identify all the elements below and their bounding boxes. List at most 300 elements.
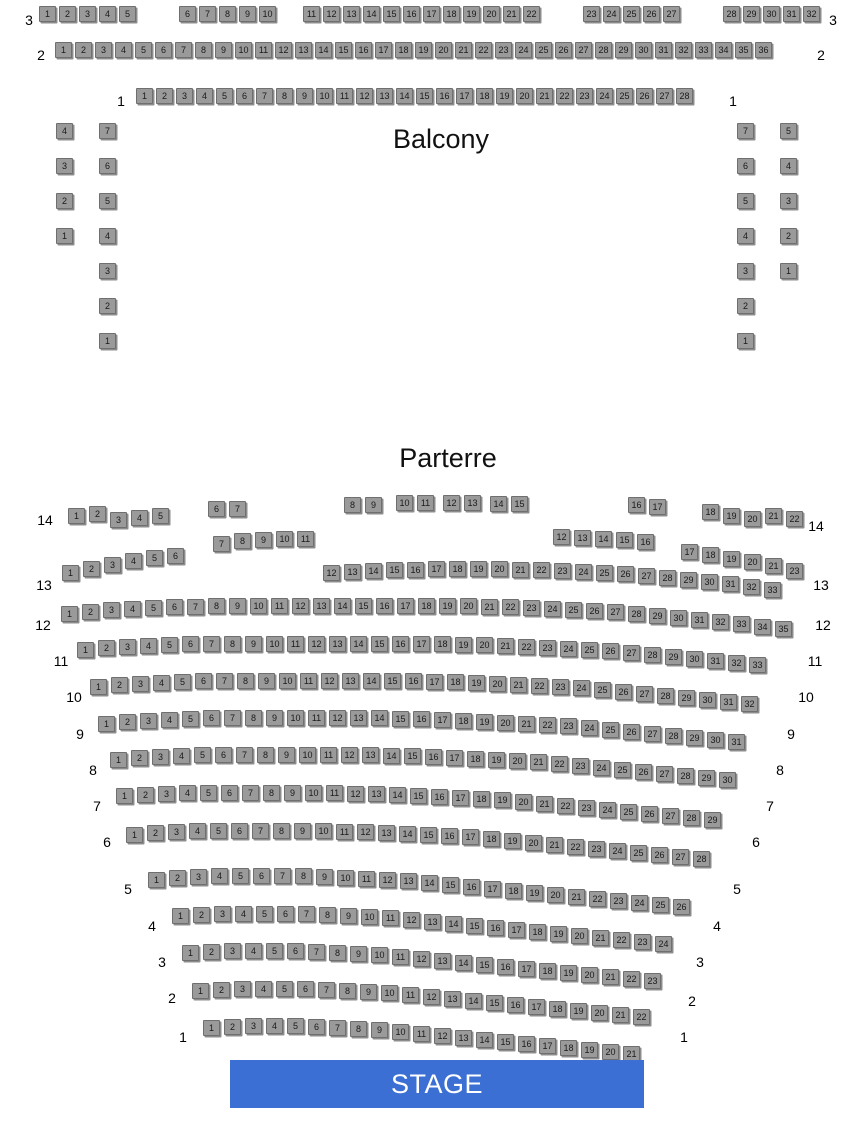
seat[interactable]: 9 bbox=[266, 710, 283, 726]
seat[interactable]: 4 bbox=[140, 638, 157, 654]
seat[interactable]: 14 bbox=[421, 875, 438, 891]
seat[interactable]: 14 bbox=[399, 826, 416, 842]
seat[interactable]: 5 bbox=[99, 193, 116, 209]
seat[interactable]: 29 bbox=[615, 42, 632, 58]
seat[interactable]: 14 bbox=[363, 6, 380, 22]
seat[interactable]: 19 bbox=[455, 637, 472, 653]
seat[interactable]: 11 bbox=[271, 598, 288, 614]
seat[interactable]: 14 bbox=[371, 710, 388, 726]
seat[interactable]: 30 bbox=[719, 772, 736, 788]
seat[interactable]: 13 bbox=[343, 6, 360, 22]
seat[interactable]: 21 bbox=[602, 969, 619, 985]
seat[interactable]: 11 bbox=[287, 636, 304, 652]
seat[interactable]: 20 bbox=[525, 835, 542, 851]
seat[interactable]: 12 bbox=[292, 598, 309, 614]
seat[interactable]: 5 bbox=[266, 943, 283, 959]
seat[interactable]: 5 bbox=[145, 600, 162, 616]
seat[interactable]: 2 bbox=[156, 88, 173, 104]
seat[interactable]: 22 bbox=[531, 678, 548, 694]
seat[interactable]: 6 bbox=[221, 785, 238, 801]
seat[interactable]: 2 bbox=[780, 228, 797, 244]
seat[interactable]: 13 bbox=[342, 673, 359, 689]
seat[interactable]: 11 bbox=[336, 88, 353, 104]
seat[interactable]: 27 bbox=[636, 686, 653, 702]
seat[interactable]: 7 bbox=[308, 944, 325, 960]
seat[interactable]: 31 bbox=[707, 653, 724, 669]
seat[interactable]: 33 bbox=[764, 582, 781, 598]
seat[interactable]: 31 bbox=[783, 6, 800, 22]
seat[interactable]: 4 bbox=[125, 553, 142, 569]
seat[interactable]: 12 bbox=[275, 42, 292, 58]
seat[interactable]: 36 bbox=[755, 42, 772, 58]
seat[interactable]: 5 bbox=[210, 823, 227, 839]
seat[interactable]: 5 bbox=[194, 747, 211, 763]
seat[interactable]: 25 bbox=[596, 565, 613, 581]
seat[interactable]: 1 bbox=[136, 88, 153, 104]
seat[interactable]: 9 bbox=[371, 1022, 388, 1038]
seat[interactable]: 6 bbox=[99, 158, 116, 174]
seat[interactable]: 9 bbox=[229, 598, 246, 614]
seat[interactable]: 33 bbox=[695, 42, 712, 58]
seat[interactable]: 22 bbox=[589, 891, 606, 907]
seat[interactable]: 10 bbox=[392, 1024, 409, 1040]
seat[interactable]: 15 bbox=[420, 827, 437, 843]
seat[interactable]: 4 bbox=[153, 675, 170, 691]
seat[interactable]: 18 bbox=[702, 547, 719, 563]
seat[interactable]: 33 bbox=[733, 616, 750, 632]
seat[interactable]: 20 bbox=[581, 967, 598, 983]
seat[interactable]: 22 bbox=[523, 6, 540, 22]
seat[interactable]: 6 bbox=[182, 636, 199, 652]
seat[interactable]: 5 bbox=[287, 1018, 304, 1034]
seat[interactable]: 7 bbox=[318, 982, 335, 998]
seat[interactable]: 28 bbox=[595, 42, 612, 58]
seat[interactable]: 2 bbox=[89, 506, 106, 522]
seat[interactable]: 19 bbox=[723, 508, 740, 524]
seat[interactable]: 7 bbox=[236, 747, 253, 763]
seat[interactable]: 3 bbox=[79, 6, 96, 22]
seat[interactable]: 1 bbox=[116, 788, 133, 804]
seat[interactable]: 23 bbox=[572, 758, 589, 774]
seat[interactable]: 21 bbox=[568, 889, 585, 905]
seat[interactable]: 7 bbox=[329, 1020, 346, 1036]
seat[interactable]: 20 bbox=[476, 637, 493, 653]
seat[interactable]: 30 bbox=[670, 610, 687, 626]
seat[interactable]: 12 bbox=[356, 88, 373, 104]
seat[interactable]: 25 bbox=[630, 845, 647, 861]
seat[interactable]: 13 bbox=[295, 42, 312, 58]
seat[interactable]: 23 bbox=[610, 893, 627, 909]
seat[interactable]: 5 bbox=[135, 42, 152, 58]
seat[interactable]: 15 bbox=[355, 598, 372, 614]
seat[interactable]: 12 bbox=[379, 872, 396, 888]
seat[interactable]: 17 bbox=[428, 561, 445, 577]
seat[interactable]: 9 bbox=[245, 636, 262, 652]
seat[interactable]: 31 bbox=[728, 734, 745, 750]
seat[interactable]: 4 bbox=[99, 228, 116, 244]
seat[interactable]: 22 bbox=[613, 932, 630, 948]
seat[interactable]: 3 bbox=[245, 1018, 262, 1034]
seat[interactable]: 16 bbox=[628, 497, 645, 513]
seat[interactable]: 6 bbox=[155, 42, 172, 58]
seat[interactable]: 1 bbox=[737, 333, 754, 349]
seat[interactable]: 4 bbox=[245, 943, 262, 959]
seat[interactable]: 9 bbox=[258, 673, 275, 689]
seat[interactable]: 17 bbox=[518, 961, 535, 977]
seat[interactable]: 19 bbox=[488, 752, 505, 768]
seat[interactable]: 13 bbox=[455, 1030, 472, 1046]
seat[interactable]: 18 bbox=[455, 713, 472, 729]
seat[interactable]: 17 bbox=[413, 636, 430, 652]
seat[interactable]: 23 bbox=[554, 563, 571, 579]
seat[interactable]: 14 bbox=[490, 496, 507, 512]
seat[interactable]: 1 bbox=[55, 42, 72, 58]
seat[interactable]: 28 bbox=[659, 570, 676, 586]
seat[interactable]: 12 bbox=[357, 824, 374, 840]
seat[interactable]: 22 bbox=[502, 599, 519, 615]
seat[interactable]: 11 bbox=[336, 824, 353, 840]
seat[interactable]: 16 bbox=[403, 6, 420, 22]
seat[interactable]: 21 bbox=[623, 1046, 640, 1062]
seat[interactable]: 17 bbox=[484, 881, 501, 897]
seat[interactable]: 12 bbox=[308, 636, 325, 652]
seat[interactable]: 8 bbox=[350, 1021, 367, 1037]
seat[interactable]: 11 bbox=[308, 710, 325, 726]
seat[interactable]: 27 bbox=[656, 88, 673, 104]
seat[interactable]: 14 bbox=[455, 955, 472, 971]
seat[interactable]: 3 bbox=[780, 193, 797, 209]
seat[interactable]: 2 bbox=[131, 750, 148, 766]
seat[interactable]: 16 bbox=[431, 789, 448, 805]
seat[interactable]: 10 bbox=[235, 42, 252, 58]
seat[interactable]: 2 bbox=[213, 982, 230, 998]
seat[interactable]: 25 bbox=[616, 88, 633, 104]
seat[interactable]: 30 bbox=[763, 6, 780, 22]
seat[interactable]: 16 bbox=[463, 879, 480, 895]
seat[interactable]: 7 bbox=[213, 536, 230, 552]
seat[interactable]: 11 bbox=[303, 6, 320, 22]
seat[interactable]: 4 bbox=[124, 601, 141, 617]
seat[interactable]: 19 bbox=[581, 1042, 598, 1058]
seat[interactable]: 16 bbox=[441, 828, 458, 844]
seat[interactable]: 6 bbox=[253, 868, 270, 884]
seat[interactable]: 23 bbox=[539, 640, 556, 656]
seat[interactable]: 1 bbox=[39, 6, 56, 22]
seat[interactable]: 3 bbox=[104, 557, 121, 573]
seat[interactable]: 7 bbox=[256, 88, 273, 104]
seat[interactable]: 15 bbox=[466, 918, 483, 934]
seat[interactable]: 7 bbox=[199, 6, 216, 22]
seat[interactable]: 28 bbox=[665, 728, 682, 744]
seat[interactable]: 8 bbox=[295, 868, 312, 884]
seat[interactable]: 8 bbox=[339, 983, 356, 999]
seat[interactable]: 28 bbox=[676, 88, 693, 104]
seat[interactable]: 17 bbox=[397, 598, 414, 614]
seat[interactable]: 18 bbox=[505, 883, 522, 899]
seat[interactable]: 23 bbox=[552, 679, 569, 695]
seat[interactable]: 20 bbox=[460, 598, 477, 614]
seat[interactable]: 16 bbox=[355, 42, 372, 58]
seat[interactable]: 6 bbox=[737, 158, 754, 174]
seat[interactable]: 15 bbox=[616, 532, 633, 548]
seat[interactable]: 9 bbox=[340, 908, 357, 924]
seat[interactable]: 19 bbox=[470, 561, 487, 577]
seat[interactable]: 11 bbox=[358, 871, 375, 887]
seat[interactable]: 1 bbox=[203, 1020, 220, 1036]
seat[interactable]: 12 bbox=[347, 786, 364, 802]
seat[interactable]: 27 bbox=[644, 726, 661, 742]
seat[interactable]: 10 bbox=[371, 947, 388, 963]
seat[interactable]: 11 bbox=[300, 673, 317, 689]
seat[interactable]: 7 bbox=[175, 42, 192, 58]
seat[interactable]: 32 bbox=[741, 696, 758, 712]
seat[interactable]: 12 bbox=[323, 6, 340, 22]
seat[interactable]: 35 bbox=[775, 621, 792, 637]
seat[interactable]: 20 bbox=[571, 928, 588, 944]
seat[interactable]: 9 bbox=[350, 946, 367, 962]
seat[interactable]: 26 bbox=[643, 6, 660, 22]
seat[interactable]: 17 bbox=[434, 712, 451, 728]
seat[interactable]: 19 bbox=[463, 6, 480, 22]
seat[interactable]: 5 bbox=[146, 550, 163, 566]
seat[interactable]: 9 bbox=[284, 785, 301, 801]
seat[interactable]: 21 bbox=[536, 88, 553, 104]
seat[interactable]: 26 bbox=[617, 566, 634, 582]
seat[interactable]: 17 bbox=[462, 829, 479, 845]
seat[interactable]: 18 bbox=[449, 561, 466, 577]
seat[interactable]: 7 bbox=[216, 673, 233, 689]
seat[interactable]: 29 bbox=[686, 730, 703, 746]
seat[interactable]: 29 bbox=[649, 608, 666, 624]
seat[interactable]: 18 bbox=[702, 504, 719, 520]
seat[interactable]: 1 bbox=[56, 228, 73, 244]
seat[interactable]: 19 bbox=[496, 88, 513, 104]
seat[interactable]: 16 bbox=[425, 749, 442, 765]
seat[interactable]: 22 bbox=[475, 42, 492, 58]
seat[interactable]: 13 bbox=[464, 495, 481, 511]
seat[interactable]: 19 bbox=[494, 792, 511, 808]
seat[interactable]: 21 bbox=[592, 930, 609, 946]
seat[interactable]: 2 bbox=[98, 640, 115, 656]
seat[interactable]: 4 bbox=[173, 748, 190, 764]
seat[interactable]: 14 bbox=[383, 748, 400, 764]
seat[interactable]: 10 bbox=[337, 870, 354, 886]
seat[interactable]: 15 bbox=[371, 636, 388, 652]
seat[interactable]: 34 bbox=[715, 42, 732, 58]
seat[interactable]: 14 bbox=[363, 673, 380, 689]
seat[interactable]: 27 bbox=[663, 6, 680, 22]
seat[interactable]: 23 bbox=[523, 600, 540, 616]
seat[interactable]: 32 bbox=[803, 6, 820, 22]
seat[interactable]: 9 bbox=[278, 747, 295, 763]
seat[interactable]: 5 bbox=[256, 906, 273, 922]
seat[interactable]: 7 bbox=[229, 501, 246, 517]
seat[interactable]: 7 bbox=[187, 599, 204, 615]
seat[interactable]: 23 bbox=[786, 563, 803, 579]
seat[interactable]: 3 bbox=[99, 263, 116, 279]
seat[interactable]: 8 bbox=[344, 497, 361, 513]
seat[interactable]: 19 bbox=[723, 551, 740, 567]
seat[interactable]: 11 bbox=[413, 1026, 430, 1042]
seat[interactable]: 13 bbox=[344, 564, 361, 580]
seat[interactable]: 11 bbox=[255, 42, 272, 58]
seat[interactable]: 8 bbox=[237, 673, 254, 689]
seat[interactable]: 11 bbox=[417, 495, 434, 511]
seat[interactable]: 3 bbox=[110, 512, 127, 528]
seat[interactable]: 24 bbox=[655, 936, 672, 952]
seat[interactable]: 20 bbox=[491, 561, 508, 577]
seat[interactable]: 4 bbox=[211, 868, 228, 884]
seat[interactable]: 6 bbox=[231, 823, 248, 839]
seat[interactable]: 29 bbox=[665, 649, 682, 665]
seat[interactable]: 25 bbox=[620, 804, 637, 820]
seat[interactable]: 24 bbox=[631, 895, 648, 911]
seat[interactable]: 2 bbox=[82, 604, 99, 620]
seat[interactable]: 15 bbox=[442, 877, 459, 893]
seat[interactable]: 5 bbox=[152, 508, 169, 524]
seat[interactable]: 18 bbox=[539, 963, 556, 979]
seat[interactable]: 5 bbox=[780, 123, 797, 139]
seat[interactable]: 24 bbox=[603, 6, 620, 22]
seat[interactable]: 33 bbox=[749, 657, 766, 673]
seat[interactable]: 10 bbox=[316, 88, 333, 104]
seat[interactable]: 32 bbox=[728, 655, 745, 671]
seat[interactable]: 7 bbox=[252, 823, 269, 839]
seat[interactable]: 20 bbox=[547, 887, 564, 903]
seat[interactable]: 5 bbox=[276, 981, 293, 997]
seat[interactable]: 2 bbox=[169, 870, 186, 886]
seat[interactable]: 8 bbox=[276, 88, 293, 104]
seat[interactable]: 22 bbox=[567, 839, 584, 855]
seat[interactable]: 29 bbox=[743, 6, 760, 22]
seat[interactable]: 28 bbox=[644, 647, 661, 663]
seat[interactable]: 7 bbox=[224, 710, 241, 726]
seat[interactable]: 12 bbox=[413, 951, 430, 967]
seat[interactable]: 20 bbox=[516, 88, 533, 104]
seat[interactable]: 4 bbox=[99, 6, 116, 22]
seat[interactable]: 11 bbox=[392, 949, 409, 965]
seat[interactable]: 3 bbox=[103, 602, 120, 618]
seat[interactable]: 31 bbox=[655, 42, 672, 58]
seat[interactable]: 25 bbox=[623, 6, 640, 22]
seat[interactable]: 4 bbox=[737, 228, 754, 244]
seat[interactable]: 1 bbox=[77, 642, 94, 658]
seat[interactable]: 15 bbox=[392, 711, 409, 727]
seat[interactable]: 1 bbox=[780, 263, 797, 279]
seat[interactable]: 30 bbox=[707, 732, 724, 748]
seat[interactable]: 3 bbox=[224, 943, 241, 959]
seat[interactable]: 24 bbox=[544, 601, 561, 617]
seat[interactable]: 25 bbox=[535, 42, 552, 58]
seat[interactable]: 10 bbox=[266, 636, 283, 652]
seat[interactable]: 5 bbox=[232, 868, 249, 884]
seat[interactable]: 13 bbox=[376, 88, 393, 104]
seat[interactable]: 4 bbox=[56, 123, 73, 139]
seat[interactable]: 2 bbox=[99, 298, 116, 314]
seat[interactable]: 22 bbox=[539, 717, 556, 733]
seat[interactable]: 17 bbox=[423, 6, 440, 22]
seat[interactable]: 27 bbox=[656, 766, 673, 782]
seat[interactable]: 22 bbox=[557, 798, 574, 814]
seat[interactable]: 7 bbox=[242, 785, 259, 801]
seat[interactable]: 14 bbox=[476, 1032, 493, 1048]
seat[interactable]: 4 bbox=[780, 158, 797, 174]
seat[interactable]: 4 bbox=[131, 510, 148, 526]
seat[interactable]: 20 bbox=[515, 794, 532, 810]
seat[interactable]: 18 bbox=[560, 1040, 577, 1056]
seat[interactable]: 5 bbox=[161, 637, 178, 653]
seat[interactable]: 15 bbox=[384, 673, 401, 689]
seat[interactable]: 35 bbox=[735, 42, 752, 58]
seat[interactable]: 7 bbox=[274, 868, 291, 884]
seat[interactable]: 25 bbox=[594, 682, 611, 698]
seat[interactable]: 2 bbox=[193, 907, 210, 923]
seat[interactable]: 19 bbox=[504, 833, 521, 849]
seat[interactable]: 3 bbox=[214, 906, 231, 922]
seat[interactable]: 25 bbox=[652, 897, 669, 913]
seat[interactable]: 13 bbox=[350, 710, 367, 726]
seat[interactable]: 18 bbox=[549, 1001, 566, 1017]
seat[interactable]: 8 bbox=[319, 907, 336, 923]
seat[interactable]: 12 bbox=[434, 1028, 451, 1044]
seat[interactable]: 23 bbox=[495, 42, 512, 58]
seat[interactable]: 12 bbox=[323, 565, 340, 581]
seat[interactable]: 17 bbox=[456, 88, 473, 104]
seat[interactable]: 21 bbox=[497, 638, 514, 654]
seat[interactable]: 17 bbox=[508, 922, 525, 938]
seat[interactable]: 4 bbox=[115, 42, 132, 58]
seat[interactable]: 24 bbox=[575, 564, 592, 580]
seat[interactable]: 20 bbox=[435, 42, 452, 58]
seat[interactable]: 15 bbox=[486, 995, 503, 1011]
seat[interactable]: 25 bbox=[602, 722, 619, 738]
seat[interactable]: 8 bbox=[329, 945, 346, 961]
seat[interactable]: 32 bbox=[743, 579, 760, 595]
seat[interactable]: 2 bbox=[59, 6, 76, 22]
seat[interactable]: 8 bbox=[195, 42, 212, 58]
seat[interactable]: 17 bbox=[446, 750, 463, 766]
seat[interactable]: 24 bbox=[599, 802, 616, 818]
seat[interactable]: 29 bbox=[680, 572, 697, 588]
seat[interactable]: 25 bbox=[565, 602, 582, 618]
seat[interactable]: 2 bbox=[224, 1019, 241, 1035]
seat[interactable]: 13 bbox=[400, 873, 417, 889]
seat[interactable]: 23 bbox=[634, 934, 651, 950]
seat[interactable]: 31 bbox=[720, 694, 737, 710]
seat[interactable]: 2 bbox=[75, 42, 92, 58]
seat[interactable]: 12 bbox=[423, 989, 440, 1005]
seat[interactable]: 1 bbox=[192, 983, 209, 999]
seat[interactable]: 10 bbox=[259, 6, 276, 22]
seat[interactable]: 2 bbox=[137, 787, 154, 803]
seat[interactable]: 30 bbox=[699, 692, 716, 708]
seat[interactable]: 20 bbox=[591, 1005, 608, 1021]
seat[interactable]: 21 bbox=[612, 1007, 629, 1023]
seat[interactable]: 13 bbox=[368, 786, 385, 802]
seat[interactable]: 13 bbox=[313, 598, 330, 614]
seat[interactable]: 15 bbox=[416, 88, 433, 104]
seat[interactable]: 3 bbox=[140, 713, 157, 729]
seat[interactable]: 12 bbox=[443, 495, 460, 511]
seat[interactable]: 9 bbox=[239, 6, 256, 22]
seat[interactable]: 3 bbox=[152, 749, 169, 765]
seat[interactable]: 6 bbox=[167, 548, 184, 564]
seat[interactable]: 18 bbox=[395, 42, 412, 58]
seat[interactable]: 26 bbox=[636, 88, 653, 104]
seat[interactable]: 19 bbox=[570, 1003, 587, 1019]
seat[interactable]: 20 bbox=[744, 554, 761, 570]
seat[interactable]: 5 bbox=[737, 193, 754, 209]
